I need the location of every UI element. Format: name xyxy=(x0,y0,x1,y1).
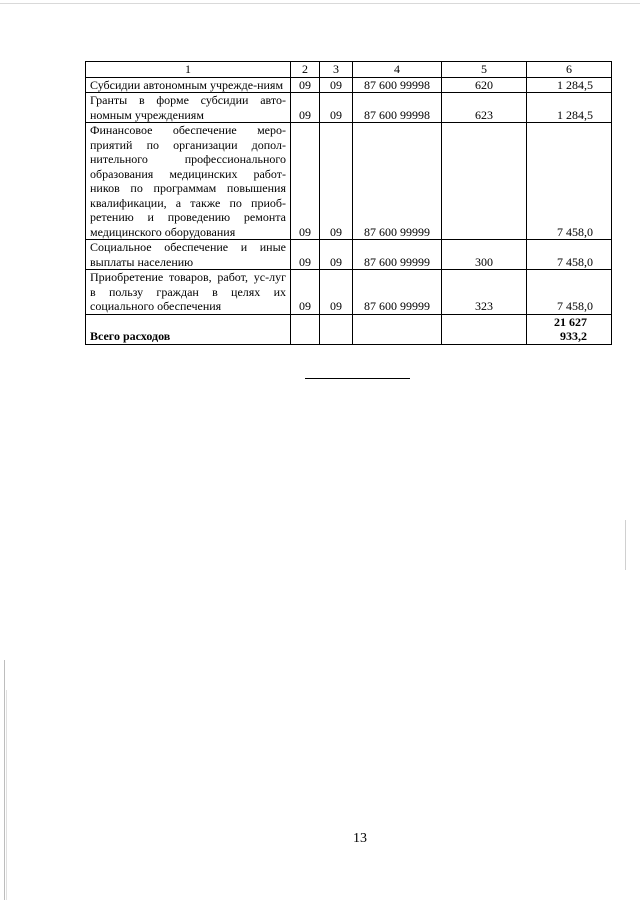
row-section-code: 09 xyxy=(291,240,320,270)
row-section-code: 09 xyxy=(291,123,320,240)
row-section-code: 09 xyxy=(291,77,320,93)
total-empty-cell xyxy=(320,314,353,344)
scan-border-left-secondary xyxy=(6,690,7,900)
row-amount: 7 458,0 xyxy=(527,240,612,270)
table-row xyxy=(86,77,612,93)
row-subsection-code: 09 xyxy=(320,123,353,240)
row-amount: 7 458,0 xyxy=(527,123,612,240)
row-expense-type: 623 xyxy=(442,93,527,123)
end-divider-line xyxy=(305,378,410,379)
total-row xyxy=(86,314,612,344)
row-expense-type: 300 xyxy=(442,240,527,270)
row-expense-type: 620 xyxy=(442,77,527,93)
total-amount: 21 627 933,2 xyxy=(527,314,612,344)
row-target-article: 87 600 99999 xyxy=(353,270,442,315)
row-amount: 7 458,0 xyxy=(527,270,612,315)
row-name: Финансовое обеспечение меро-приятий по организации допол-нительного профессионального образования медицинских работ-ников по программам повышения квалификации, а также по приоб-ретению и проведению ремонта медицинского оборудования xyxy=(86,123,291,240)
row-expense-type: 323 xyxy=(442,270,527,315)
total-empty-cell xyxy=(442,314,527,344)
row-expense-type xyxy=(442,123,527,240)
column-header-3: 3 xyxy=(320,62,353,78)
column-header-1: 1 xyxy=(86,62,291,78)
row-target-article: 87 600 99999 xyxy=(353,240,442,270)
row-amount: 1 284,5 xyxy=(527,77,612,93)
total-empty-cell xyxy=(353,314,442,344)
row-subsection-code: 09 xyxy=(320,240,353,270)
page-number: 13 xyxy=(353,831,367,846)
column-header-2: 2 xyxy=(291,62,320,78)
row-name: Приобретение товаров, работ, ус-луг в пользу граждан в целях их социального обеспечения xyxy=(86,270,291,315)
row-section-code: 09 xyxy=(291,270,320,315)
column-header-5: 5 xyxy=(442,62,527,78)
row-name: Субсидии автономным учрежде-ниям xyxy=(86,77,291,93)
expenditure-table xyxy=(85,61,612,345)
scan-border-top xyxy=(0,3,640,4)
row-target-article: 87 600 99998 xyxy=(353,77,442,93)
row-subsection-code: 09 xyxy=(320,93,353,123)
row-amount: 1 284,5 xyxy=(527,93,612,123)
row-name: Социальное обеспечение и иные выплаты населению xyxy=(86,240,291,270)
column-header-6: 6 xyxy=(527,62,612,78)
row-subsection-code: 09 xyxy=(320,270,353,315)
table-row xyxy=(86,270,612,315)
row-section-code: 09 xyxy=(291,93,320,123)
row-subsection-code: 09 xyxy=(320,77,353,93)
row-target-article: 87 600 99998 xyxy=(353,93,442,123)
row-name: Гранты в форме субсидии авто-номным учреждениям xyxy=(86,93,291,123)
scan-border-left xyxy=(4,660,5,900)
total-empty-cell xyxy=(291,314,320,344)
table-row xyxy=(86,123,612,240)
column-header-4: 4 xyxy=(353,62,442,78)
total-label: Всего расходов xyxy=(86,314,291,344)
row-target-article: 87 600 99999 xyxy=(353,123,442,240)
scan-border-right xyxy=(625,520,626,570)
table-row xyxy=(86,93,612,123)
table-row xyxy=(86,240,612,270)
table-header-row xyxy=(86,62,612,78)
